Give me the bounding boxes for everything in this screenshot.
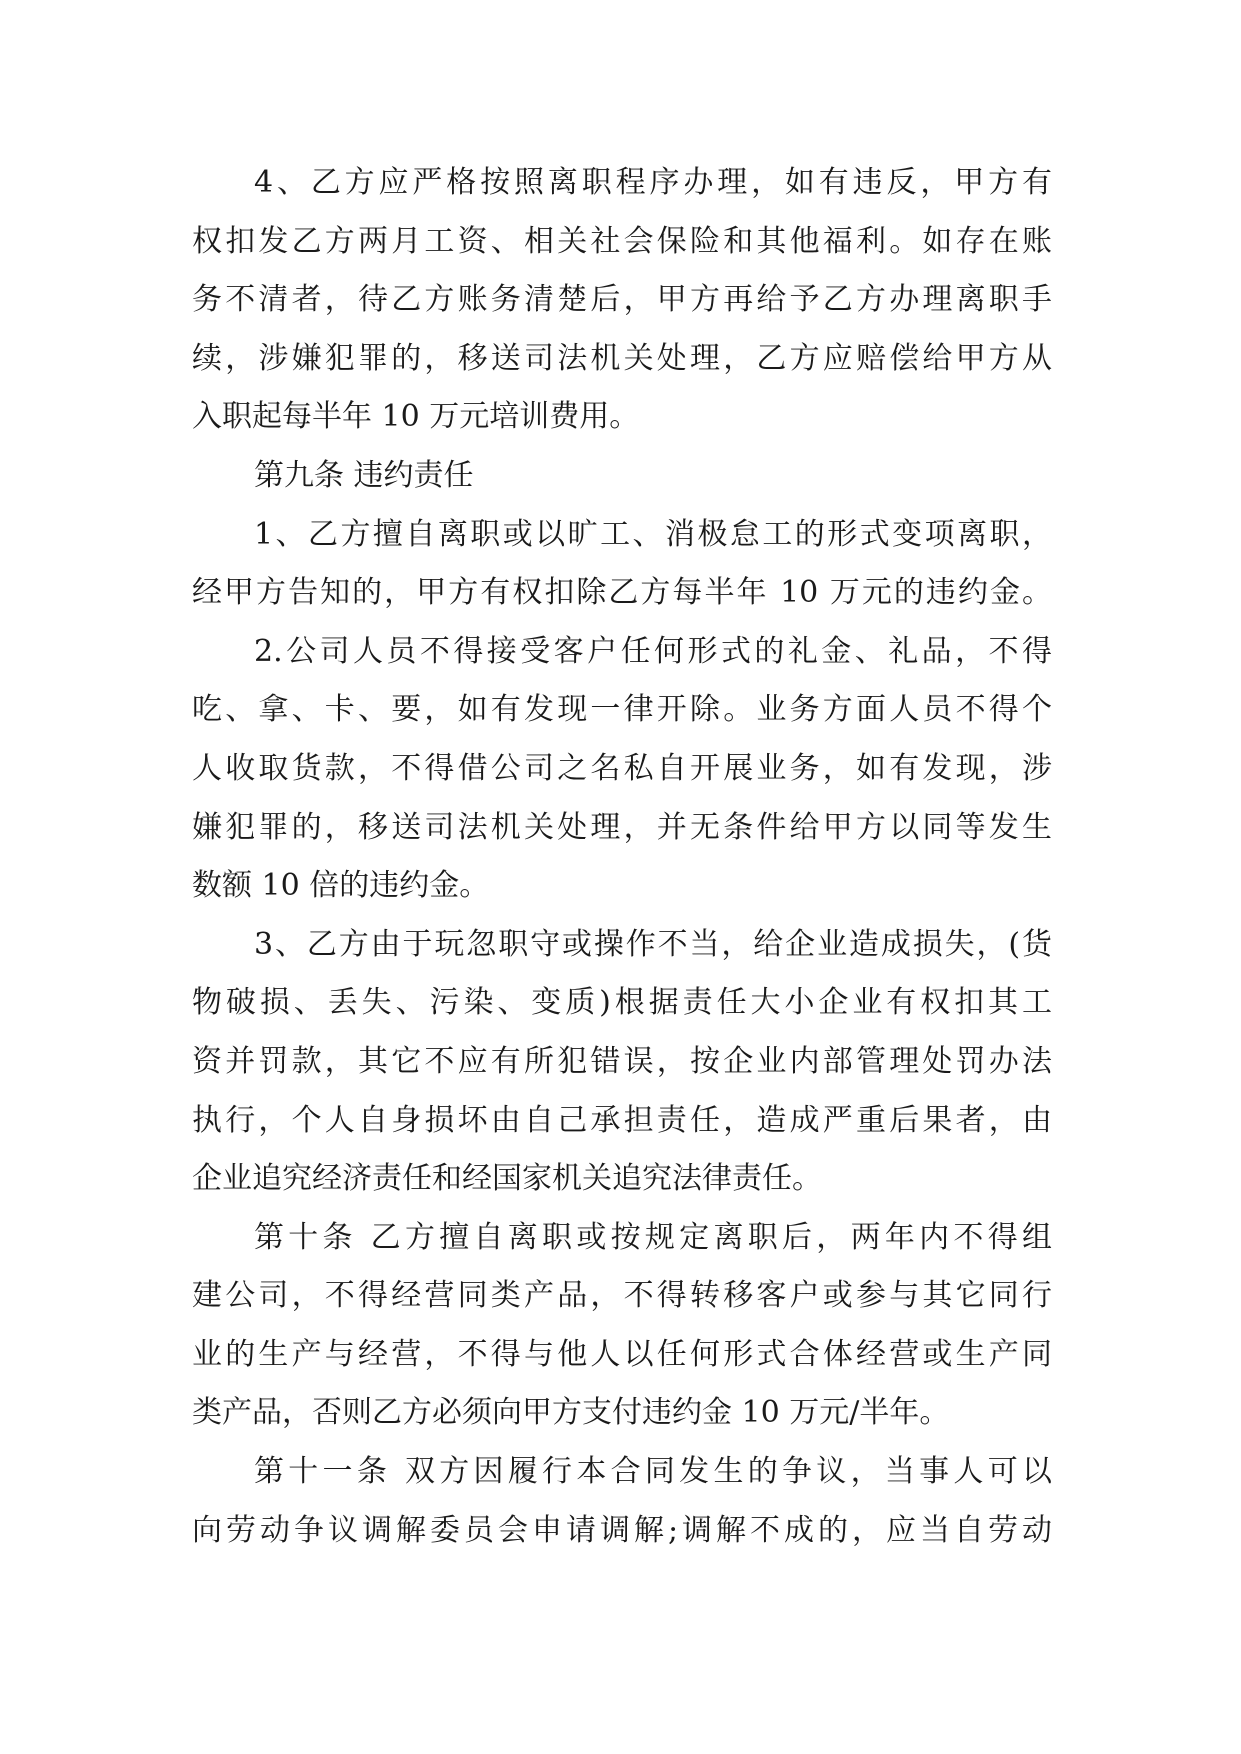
text-line: 资并罚款，其它不应有所犯错误，按企业内部管理处罚办法 bbox=[192, 1043, 1052, 1079]
text-line: 企业追究经济责任和经国家机关追究法律责任。 bbox=[192, 1161, 822, 1197]
text-line: 1、乙方擅自离职或以旷工、消极怠工的形式变项离职， bbox=[254, 516, 1052, 552]
text-line: 物破损、丢失、污染、变质)根据责任大小企业有权扣其工 bbox=[192, 985, 1052, 1021]
text-line: 类产品，否则乙方必须向甲方支付违约金 10 万元/半年。 bbox=[192, 1395, 950, 1431]
text-line: 向劳动争议调解委员会申请调解;调解不成的，应当自劳动 bbox=[192, 1512, 1052, 1548]
text-line: 建公司，不得经营同类产品，不得转移客户或参与其它同行 bbox=[192, 1278, 1052, 1314]
text-line: 第九条 违约责任 bbox=[254, 457, 474, 493]
text-line: 续，涉嫌犯罪的，移送司法机关处理，乙方应赔偿给甲方从 bbox=[192, 340, 1052, 376]
text-line: 4、乙方应严格按照离职程序办理，如有违反，甲方有 bbox=[254, 165, 1052, 200]
text-line: 务不清者，待乙方账务清楚后，甲方再给予乙方办理离职手 bbox=[192, 282, 1052, 318]
text-line: 2.公司人员不得接受客户任何形式的礼金、礼品，不得 bbox=[254, 633, 1052, 669]
text-line: 3、乙方由于玩忽职守或操作不当，给企业造成损失，(货 bbox=[254, 926, 1052, 962]
text-line: 权扣发乙方两月工资、相关社会保险和其他福利。如存在账 bbox=[192, 223, 1052, 259]
text-line: 第十条 乙方擅自离职或按规定离职后，两年内不得组 bbox=[254, 1219, 1052, 1255]
text-line: 嫌犯罪的，移送司法机关处理，并无条件给甲方以同等发生 bbox=[192, 809, 1052, 845]
text-line: 第十一条 双方因履行本合同发生的争议，当事人可以 bbox=[254, 1454, 1052, 1490]
text-line: 经甲方告知的，甲方有权扣除乙方每半年 10 万元的违约金。 bbox=[192, 575, 1052, 611]
text-line: 入职起每半年 10 万元培训费用。 bbox=[192, 399, 640, 435]
contract-text bbox=[192, 154, 1052, 1560]
text-line: 执行，个人自身损坏由自己承担责任，造成严重后果者，由 bbox=[192, 1102, 1052, 1138]
text-line: 数额 10 倍的违约金。 bbox=[192, 868, 490, 904]
text-line: 业的生产与经营，不得与他人以任何形式合体经营或生产同 bbox=[192, 1336, 1052, 1372]
text-line: 吃、拿、卡、要，如有发现一律开除。业务方面人员不得个 bbox=[192, 692, 1052, 728]
text-line: 人收取货款，不得借公司之名私自开展业务，如有发现，涉 bbox=[192, 750, 1052, 786]
